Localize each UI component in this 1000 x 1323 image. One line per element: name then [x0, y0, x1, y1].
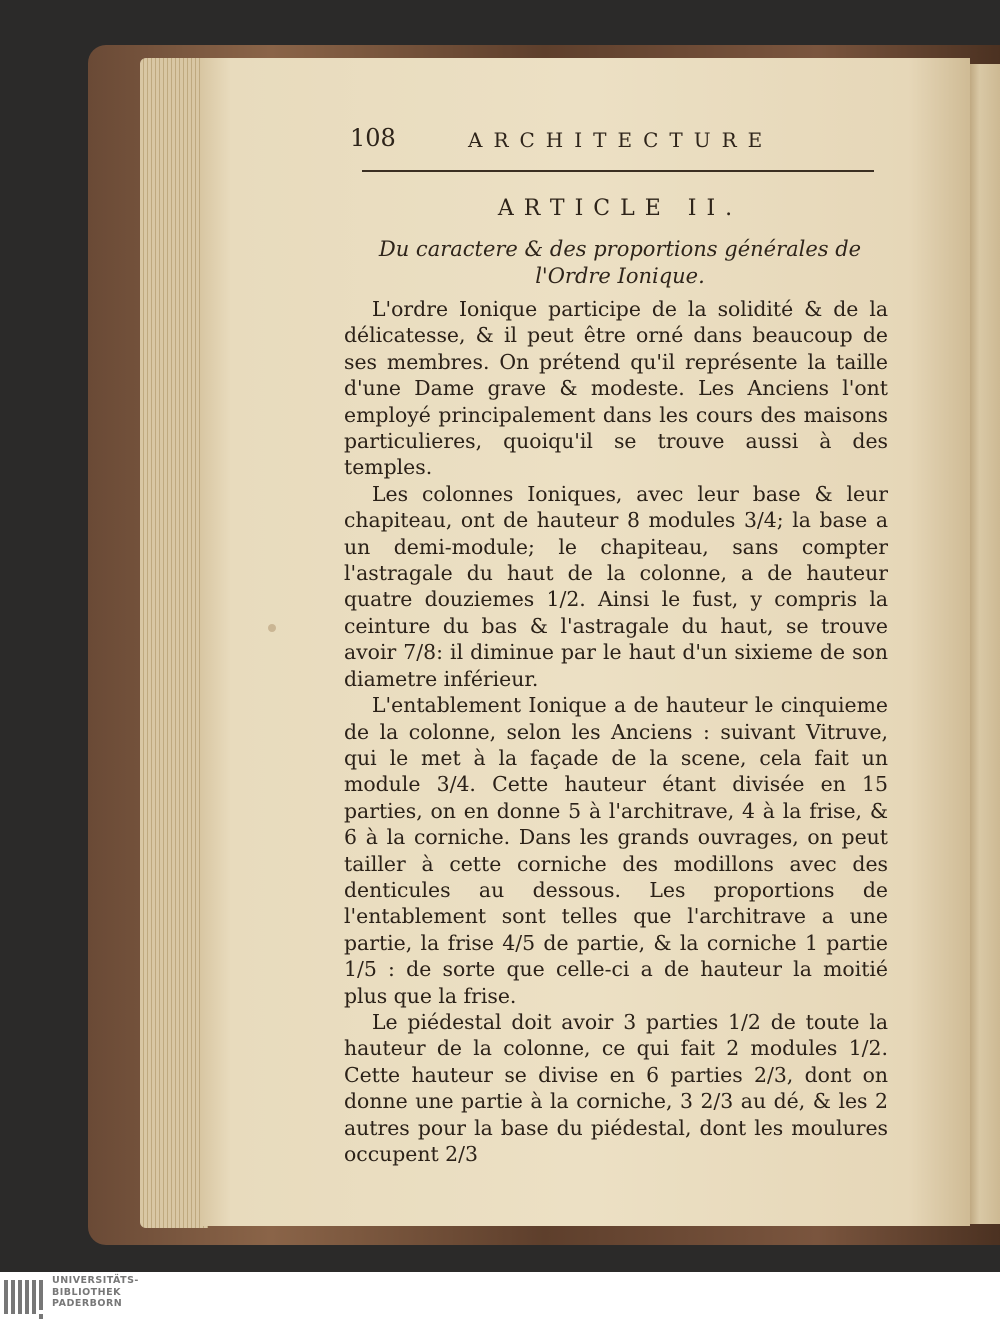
body-text	[344, 296, 888, 1167]
library-name	[52, 1275, 139, 1310]
page-edges	[140, 58, 208, 1228]
header-rule	[362, 170, 874, 172]
paragraph-4: Le piédestal doit avoir 3 parties 1/2 de toute la hauteur de la colonne, ce qui fait 2 modules 1/2. Cette hauteur se divise en 6 parties 2/3, dont on donne une partie à la corniche, 3 2/3 au dé, & les 2 autres pour la base du piédestal, dont les moulures occupent 2/3	[344, 1009, 888, 1166]
page-header	[350, 124, 880, 158]
paper-stain	[268, 624, 276, 632]
article-title: ARTICLE II.	[497, 196, 743, 221]
paragraph-2: Les colonnes Ioniques, avec leur base & leur chapiteau, ont de hauteur 8 modules 3/4; la base a un demi-module; le chapiteau, sans compter l'astragale du haut de la colonne, a de hauteur quatre douziemes 1/2. Ainsi le fust, y compris la ceinture du bas & l'astragale du haut, se trouve avoir 7/8: il diminue par le haut d'un sixieme de son diametre inférieur.	[344, 481, 888, 691]
article-subtitle: Du caractere & des proportions générales de l'Ordre Ionique.	[378, 237, 862, 288]
paragraph-1: L'ordre Ionique participe de la solidité & de la délicatesse, & il peut être orné dans beaucoup de ses membres. On prétend qu'il représente la taille d'une Dame grave & modeste. Les Anciens l'ont employé principalement dans les cours des maisons particulieres, quoiqu'il se trouve aussi à des temples.	[344, 297, 888, 480]
facing-page-edge	[966, 64, 1000, 1224]
running-head: ARCHITECTURE	[468, 128, 774, 152]
paragraph-3: L'entablement Ionique a de hauteur le cinquieme de la colonne, selon les Anciens : suivant Vitruve, qui le met à la façade de la scene, cela fait un module 3/4. Cette hauteur étant divisée en 15 parties, on en donne 5 à l'architrave, 4 à la frise, & 6 à la corniche. Dans les grands ouvrages, on peut tailler à cette corniche des modillons avec des denticules au dessous. Les proportions de l'entablement sont telles que l'architrave a une partie, la frise 4/5 de partie, & la corniche 1 partie 1/5 : de sorte que celle-ci a de hauteur la moitié plus que la frise.	[344, 693, 888, 1008]
page-number: 108	[350, 124, 396, 152]
library-name-line-2: BIBLIOTHEK	[52, 1286, 121, 1298]
library-logo-bar	[0, 1272, 1000, 1323]
library-name-line-3: PADERBORN	[52, 1298, 123, 1309]
library-logo-icon	[4, 1276, 46, 1320]
library-name-line-1: UNIVERSITÄTS-	[52, 1275, 139, 1286]
